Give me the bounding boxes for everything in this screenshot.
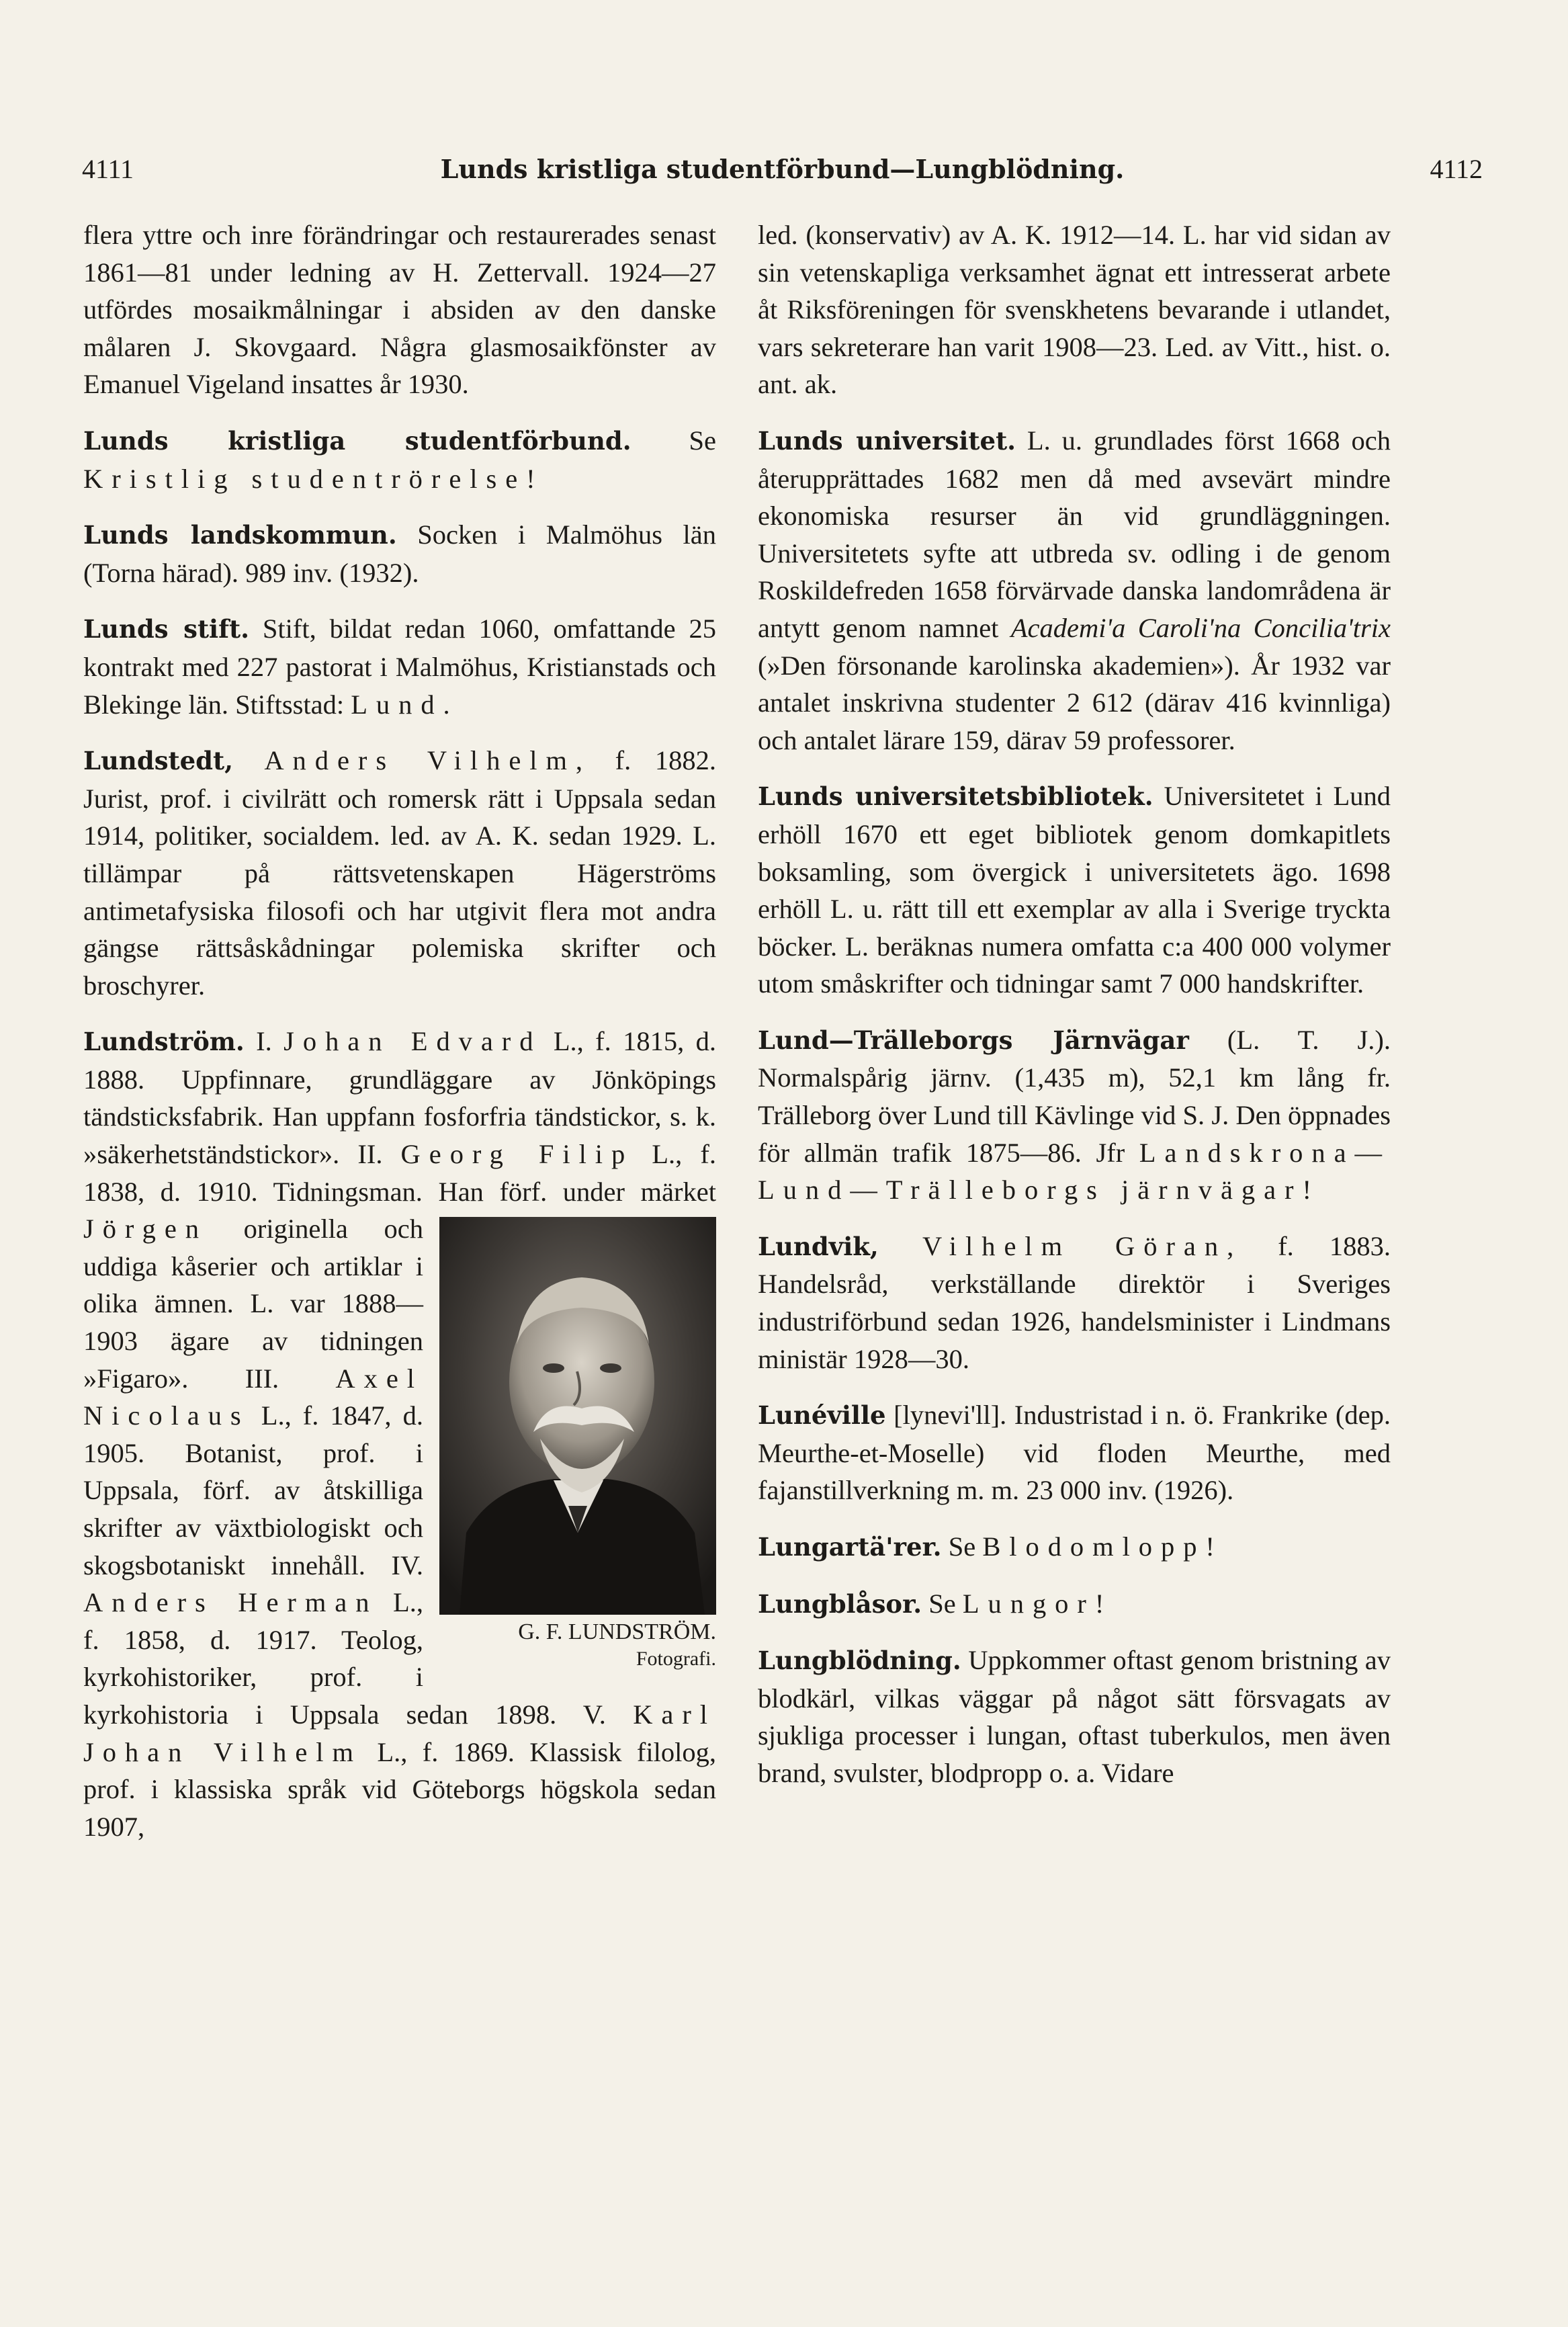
- continued-text-body: flera yttre och inre förändringar och restaurerades senast 1861—81 under ledning av H. Zettervall. 1924—27 utfördes mosaikmålningar i absiden av den danske målaren J. Skovgaard. Några glasmosaikfönster av Emanuel Vigeland insattes år 1930.: [83, 220, 716, 400]
- entry-text: (»Den försonande karolinska akademien»). År 1932 var antalet inskrivna studenter 2 612 (därav 416 kvinnliga) och antalet lärare 159, därav 59 professorer.: [758, 650, 1391, 755]
- headword: Lungblödning.: [758, 1646, 961, 1676]
- entry-text: (L. T. J.). Normalspårig järnv. (1,435 m), 52,1 km lång fr. Trälleborg över Lund till Kävlinge vid S. J. Den öppnades för allmän trafik 1875—86. Jfr: [758, 1024, 1391, 1168]
- headword: Lungblåsor.: [758, 1589, 922, 1619]
- entry-lungblodning: [758, 1642, 1391, 1791]
- entry-text: [lynevi'll]. Industristad i n. ö. Frankrike (dep. Meurthe-et-Moselle) vid floden Meurthe, med fajanstillverkning m. m. 23 000 inv. (1926).: [758, 1400, 1391, 1506]
- entry-text: f. 1883. Handelsråd, verkställande direktör i Sveriges industriförbund sedan 1926, handelsminister i Lindmans ministär 1928—30.: [758, 1230, 1391, 1374]
- page-header: [82, 149, 1483, 189]
- entry-lundstrom: [83, 1023, 716, 1845]
- see-label: Se: [631, 425, 716, 456]
- entry-lundstedt: [83, 742, 716, 1004]
- headword: Lunds universitetsbibliotek.: [758, 781, 1153, 812]
- entry-text: L., f. 1858, d. 1917. Teolog, kyrkohistoriker, prof. i kyrkohistoria i Uppsala sedan 1898. V.: [83, 1587, 634, 1730]
- left-page-number: 4111: [82, 154, 134, 184]
- continued-text: [758, 216, 1391, 403]
- headword: Lundstedt,: [83, 746, 233, 776]
- entry-lungartarer: [758, 1528, 1391, 1566]
- entry-text: L., f. 1838, d. 1910. Tidningsman. Han förf. under märket: [83, 1139, 716, 1207]
- entry-text: L., f. 1847, d. 1905. Botanist, prof. i Uppsala, förf. av åtskilliga skrifter av växtbiologiskt och skogsbotaniskt innehåll. IV.: [83, 1400, 423, 1580]
- person-name: Anders Herman: [83, 1587, 378, 1618]
- portrait-caption: [439, 1619, 716, 1673]
- person-name: Anders Vilhelm,: [233, 745, 592, 776]
- entry-lunds-stift: [83, 610, 716, 723]
- entry-text: I.: [244, 1026, 284, 1057]
- entry-text: originella och uddiga kåserier och artiklar i olika ämnen. L. var 1888—1903 ägare av tidningen »Figaro». III.: [83, 1214, 423, 1394]
- person-name: Jörgen: [83, 1214, 208, 1244]
- headword: Lungartä'rer.: [758, 1532, 942, 1562]
- headword: Lund—Trälleborgs Järnvägar: [758, 1025, 1189, 1055]
- person-name: Karl Johan Vilhelm: [83, 1699, 716, 1767]
- right-page-number: 4112: [1430, 154, 1483, 184]
- cross-reference: Blodomlopp!: [982, 1531, 1223, 1562]
- see-label: Se: [941, 1531, 983, 1562]
- entry-lunds-universitet: [758, 422, 1391, 759]
- left-column: [83, 216, 716, 1864]
- cross-reference: Lund.: [351, 689, 459, 720]
- entry-text: L., f. 1815, d. 1888. Uppfinnare, grundläggare av Jönköpings tändsticksfabrik. Han uppfann fosforfria tändstickor, s. k. »säkerhetständstickor». II.: [83, 1026, 716, 1170]
- headword: Lunds stift.: [83, 614, 249, 644]
- entry-lungblasor: [758, 1585, 1391, 1623]
- entry-text: f. 1882. Jurist, prof. i civilrätt och romersk rätt i Uppsala sedan 1914, politiker, socialdem. led. av A. K. sedan 1929. L. tillämpar på rättsvetenskapen Hägerströms antimetafysiska filosofi och har utgivit flera mot andra gängse rättsåskådningar polemiska skrifter och broschyrer.: [83, 745, 716, 1001]
- entry-text: Uppkommer oftast genom bristning av blodkärl, vilkas väggar på något sätt försvagats av sjukliga processer i lungan, oftast tuberkulos, men även brand, svulster, blodpropp o. a. Vidare: [758, 1645, 1391, 1788]
- person-name: Axel Nicolaus: [83, 1363, 423, 1431]
- headword: Lunds landskommun.: [83, 520, 397, 550]
- latin-name: Academi'a Caroli'na Concilia'trix: [1010, 612, 1391, 643]
- entry-text: Stift, bildat redan 1060, omfattande 25 kontrakt med 227 pastorat i Malmöhus, Kristianstads och Blekinge län. Stiftsstad:: [83, 614, 716, 720]
- entry-lundvik: [758, 1228, 1391, 1378]
- running-title: Lunds kristliga studentförbund—Lungblödning.: [440, 154, 1125, 184]
- headword: Lunds universitet.: [758, 425, 1016, 456]
- cross-reference: Lungor!: [962, 1588, 1113, 1619]
- entry-text: Socken i Malmöhus län (Torna härad). 989 inv. (1932).: [83, 519, 716, 588]
- person-name: Vilhelm Göran,: [878, 1230, 1243, 1261]
- headword: Lunéville: [758, 1400, 886, 1431]
- entry-text: L., f. 1869. Klassisk filolog, prof. i klassiska språk vid Göteborgs högskola sedan 1907,: [83, 1736, 716, 1842]
- portrait-photo: [439, 1217, 716, 1615]
- entry-lund-trelleborgs-jarnvagar: [758, 1021, 1391, 1209]
- cross-reference: Landskrona—Lund—Trälleborgs järnvägar!: [758, 1137, 1391, 1205]
- right-column: [758, 216, 1391, 1811]
- entry-luneville: [758, 1396, 1391, 1509]
- continued-text-body: led. (konservativ) av A. K. 1912—14. L. har vid sidan av sin vetenskapliga verksamhet ägnat ett intresserat arbete åt Riksföreningen för svenskhetens bevarande i utlandet, vars sekreterare han varit 1908—23. Led. av Vitt., hist. o. ant. ak.: [758, 220, 1391, 400]
- caption-name: G. F. LUNDSTRÖM.: [518, 1619, 716, 1645]
- entry-text: Universitetet i Lund erhöll 1670 ett eget bibliotek genom domkapitlets boksamling, som övergick i universitetets ägo. 1698 erhöll L. u. rätt till ett exemplar av alla i Sverige tryckta böcker. L. beräknas numera omfatta c:a 400 000 volymer utom småskrifter och tidningar samt 7 000 handskrifter.: [758, 781, 1391, 999]
- entry-lunds-landskommun: [83, 516, 716, 591]
- headword: Lunds kristliga studentförbund.: [83, 425, 631, 456]
- portrait-illustration: [439, 1217, 716, 1615]
- see-label: Se: [922, 1588, 963, 1619]
- continued-text: [83, 216, 716, 403]
- cross-reference: Kristlig studentrörelse!: [83, 463, 544, 494]
- entry-lunds-universitetsbibliotek: [758, 777, 1391, 1003]
- caption-credit: Fotografi.: [636, 1648, 716, 1670]
- portrait-figure: [439, 1217, 716, 1673]
- entry-text: L. u. grundlades först 1668 och återupprättades 1682 men då med avsevärt mindre ekonomiska resurser än vid grundläggningen. Universitetets syfte att utbreda sv. odling i de genom Roskildefreden 1658 förvärvade danska landområdena är antytt genom namnet: [758, 425, 1391, 643]
- headword: Lundvik,: [758, 1231, 879, 1261]
- entry-lunds-kristliga: [83, 422, 716, 497]
- person-name: Georg Filip: [400, 1139, 634, 1170]
- person-name: Johan Edvard: [284, 1026, 542, 1057]
- headword: Lundström.: [83, 1027, 245, 1057]
